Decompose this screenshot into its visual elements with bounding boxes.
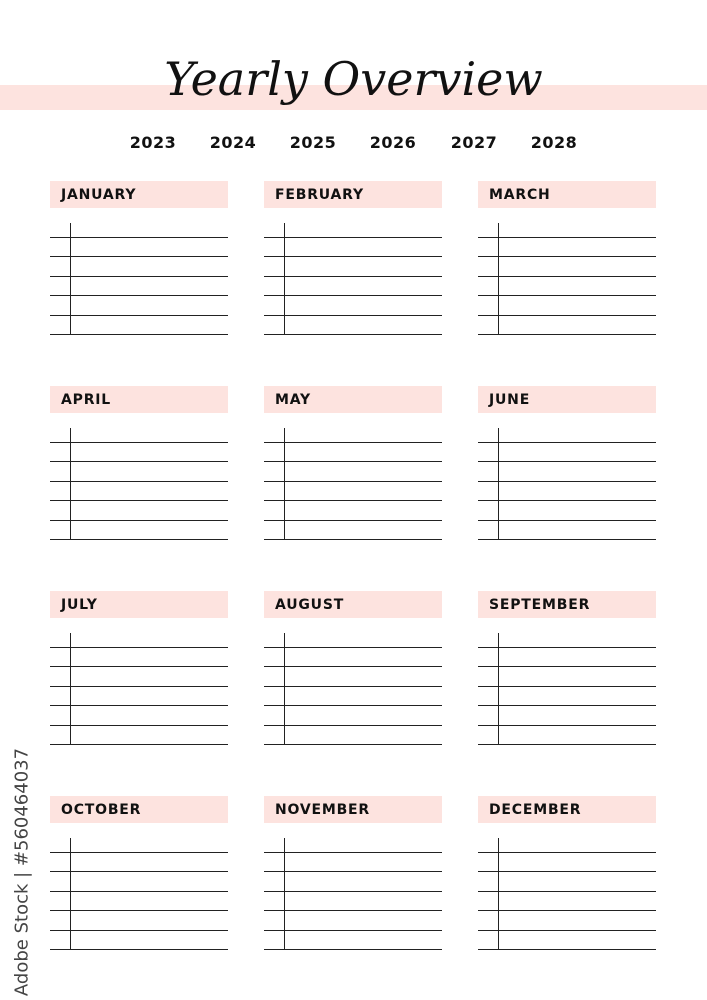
margin-line <box>70 838 71 950</box>
writing-line[interactable] <box>264 744 442 745</box>
margin-line <box>284 428 285 540</box>
month-block-november <box>264 796 442 956</box>
writing-line[interactable] <box>50 910 228 911</box>
writing-line[interactable] <box>478 256 656 257</box>
month-label: JANUARY <box>61 187 137 203</box>
month-label: DECEMBER <box>489 802 582 818</box>
writing-line[interactable] <box>50 500 228 501</box>
year-label: 2024 <box>209 133 257 152</box>
year-label: 2026 <box>369 133 417 152</box>
writing-line[interactable] <box>50 442 228 443</box>
month-label: OCTOBER <box>61 802 142 818</box>
margin-line <box>70 633 71 745</box>
writing-line[interactable] <box>478 686 656 687</box>
writing-line[interactable] <box>50 481 228 482</box>
margin-line <box>70 223 71 335</box>
month-header <box>264 796 442 823</box>
writing-line[interactable] <box>50 276 228 277</box>
month-block-april <box>50 386 228 546</box>
writing-line[interactable] <box>478 949 656 950</box>
margin-line <box>498 428 499 540</box>
month-block-june <box>478 386 656 546</box>
writing-line[interactable] <box>264 930 442 931</box>
month-header <box>478 386 656 413</box>
month-block-october <box>50 796 228 956</box>
writing-line[interactable] <box>264 647 442 648</box>
writing-line[interactable] <box>50 666 228 667</box>
year-label: 2028 <box>530 133 578 152</box>
margin-line <box>284 223 285 335</box>
month-header <box>478 796 656 823</box>
writing-line[interactable] <box>478 725 656 726</box>
writing-line[interactable] <box>264 295 442 296</box>
month-label: FEBRUARY <box>275 187 364 203</box>
month-label: NOVEMBER <box>275 802 370 818</box>
writing-line[interactable] <box>50 334 228 335</box>
writing-line[interactable] <box>478 647 656 648</box>
writing-line[interactable] <box>50 295 228 296</box>
month-label: APRIL <box>61 392 112 408</box>
writing-line[interactable] <box>50 725 228 726</box>
writing-line[interactable] <box>50 647 228 648</box>
month-label: MARCH <box>489 187 551 203</box>
month-header <box>264 591 442 618</box>
month-header <box>478 181 656 208</box>
writing-line[interactable] <box>478 891 656 892</box>
writing-line[interactable] <box>478 500 656 501</box>
month-header <box>264 181 442 208</box>
month-header <box>50 796 228 823</box>
writing-line[interactable] <box>264 481 442 482</box>
writing-line[interactable] <box>264 949 442 950</box>
writing-line[interactable] <box>264 891 442 892</box>
writing-line[interactable] <box>478 910 656 911</box>
month-block-july <box>50 591 228 751</box>
month-header <box>50 181 228 208</box>
writing-line[interactable] <box>264 520 442 521</box>
writing-line[interactable] <box>50 686 228 687</box>
month-label: AUGUST <box>275 597 345 613</box>
month-block-february <box>264 181 442 341</box>
writing-line[interactable] <box>264 442 442 443</box>
writing-line[interactable] <box>264 315 442 316</box>
writing-line[interactable] <box>478 520 656 521</box>
margin-line <box>498 223 499 335</box>
year-label: 2025 <box>289 133 337 152</box>
year-list <box>0 133 707 155</box>
year-label: 2023 <box>129 133 177 152</box>
year-label: 2027 <box>450 133 498 152</box>
writing-line[interactable] <box>50 852 228 853</box>
month-label: JULY <box>61 597 98 613</box>
month-block-march <box>478 181 656 341</box>
writing-line[interactable] <box>478 705 656 706</box>
month-header <box>50 386 228 413</box>
writing-line[interactable] <box>264 256 442 257</box>
writing-line[interactable] <box>50 539 228 540</box>
writing-line[interactable] <box>478 461 656 462</box>
writing-line[interactable] <box>478 315 656 316</box>
writing-line[interactable] <box>50 315 228 316</box>
writing-line[interactable] <box>50 237 228 238</box>
writing-line[interactable] <box>50 744 228 745</box>
month-block-august <box>264 591 442 751</box>
writing-line[interactable] <box>50 520 228 521</box>
writing-line[interactable] <box>264 276 442 277</box>
month-block-december <box>478 796 656 956</box>
writing-line[interactable] <box>264 500 442 501</box>
writing-line[interactable] <box>50 705 228 706</box>
month-header <box>264 386 442 413</box>
margin-line <box>498 633 499 745</box>
writing-line[interactable] <box>478 237 656 238</box>
writing-line[interactable] <box>478 334 656 335</box>
writing-line[interactable] <box>478 930 656 931</box>
writing-line[interactable] <box>50 461 228 462</box>
writing-line[interactable] <box>264 539 442 540</box>
writing-line[interactable] <box>478 481 656 482</box>
writing-line[interactable] <box>478 295 656 296</box>
month-block-september <box>478 591 656 751</box>
margin-line <box>498 838 499 950</box>
writing-line[interactable] <box>264 666 442 667</box>
month-label: JUNE <box>489 392 531 408</box>
writing-line[interactable] <box>50 871 228 872</box>
stock-id-text: Adobe Stock | #560464037 <box>11 747 33 997</box>
writing-line[interactable] <box>264 910 442 911</box>
writing-line[interactable] <box>50 930 228 931</box>
writing-line[interactable] <box>264 852 442 853</box>
page-title: Yearly Overview <box>164 52 543 106</box>
writing-line[interactable] <box>264 871 442 872</box>
writing-line[interactable] <box>50 949 228 950</box>
margin-line <box>284 838 285 950</box>
writing-line[interactable] <box>478 442 656 443</box>
writing-line[interactable] <box>264 686 442 687</box>
margin-line <box>70 428 71 540</box>
writing-line[interactable] <box>478 539 656 540</box>
month-block-may <box>264 386 442 546</box>
writing-line[interactable] <box>478 852 656 853</box>
writing-line[interactable] <box>478 744 656 745</box>
writing-line[interactable] <box>50 891 228 892</box>
month-label: SEPTEMBER <box>489 597 591 613</box>
writing-line[interactable] <box>50 256 228 257</box>
month-block-january <box>50 181 228 341</box>
writing-line[interactable] <box>264 334 442 335</box>
writing-line[interactable] <box>264 705 442 706</box>
writing-line[interactable] <box>478 871 656 872</box>
margin-line <box>284 633 285 745</box>
writing-line[interactable] <box>264 461 442 462</box>
month-header <box>50 591 228 618</box>
month-header <box>478 591 656 618</box>
writing-line[interactable] <box>264 237 442 238</box>
writing-line[interactable] <box>478 666 656 667</box>
writing-line[interactable] <box>478 276 656 277</box>
writing-line[interactable] <box>264 725 442 726</box>
month-label: MAY <box>275 392 311 408</box>
